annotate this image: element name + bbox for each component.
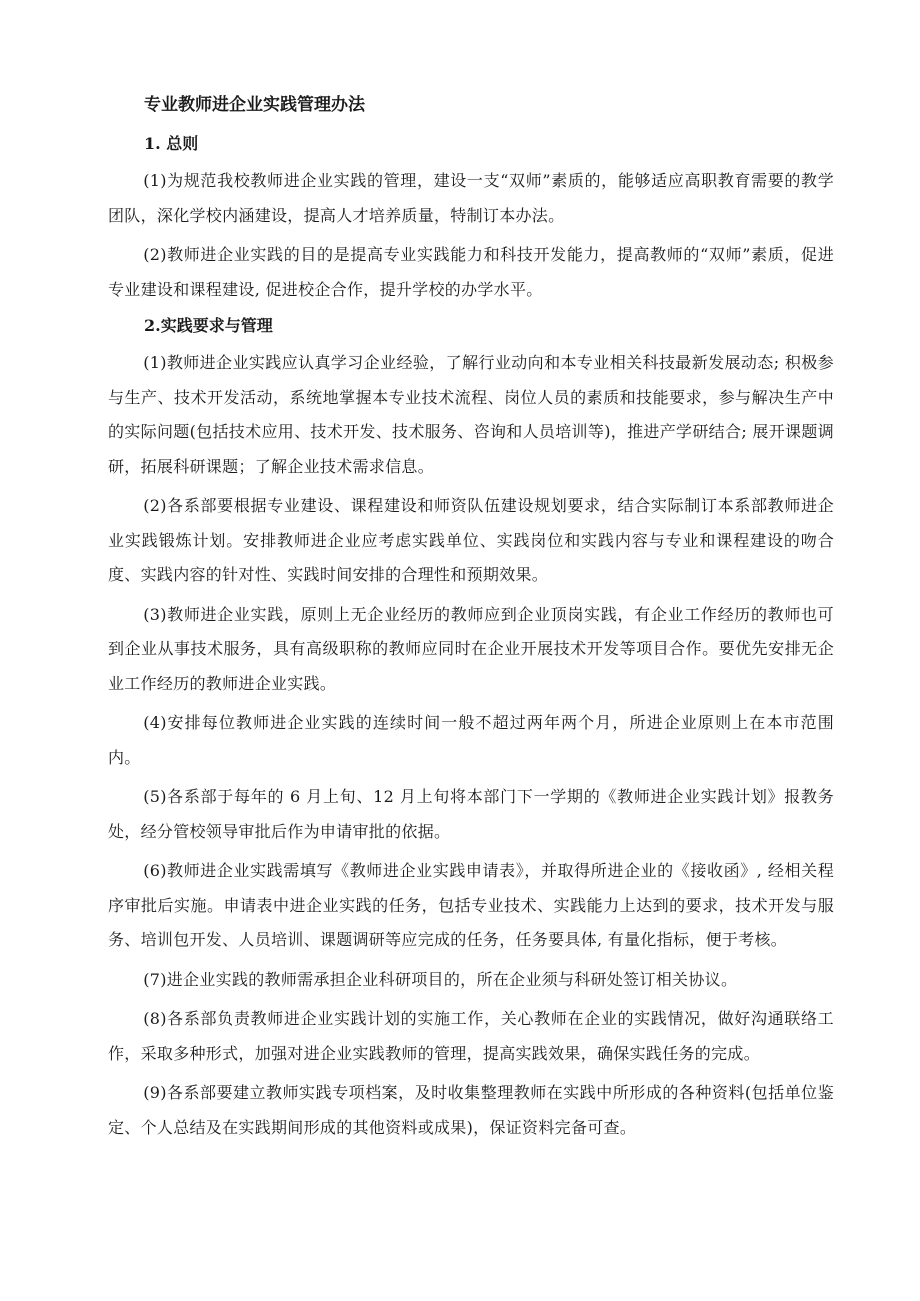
section-heading-general: 1. 总则 xyxy=(144,134,199,153)
paragraph: (6)教师进企业实践需填写《教师进企业实践申请表》，并取得所进企业的《接收函》, 经相关程序审批后实施。申请表中进企业实践的任务，包括专业技术、实践能力上达到的要求，技术开发与服务、培训包开发、人员培训、课题调研等应完成的任务，任务要具体, 有量化指标，便于考核。 xyxy=(108,861,834,949)
paragraph: (8)各系部负责教师进企业实践计划的实施工作，关心教师在企业的实践情况，做好沟通联络工作，采取多种形式，加强对进企业实践教师的管理，提高实践效果，确保实践任务的完成。 xyxy=(108,1009,834,1063)
section-heading-requirements: 2.实践要求与管理 xyxy=(144,316,273,335)
document-title: 专业教师进企业实践管理办法 xyxy=(144,95,365,115)
paragraph: (5)各系部于每年的 6 月上旬、12 月上旬将本部门下一学期的《教师进企业实践计划》报教务处，经分管校领导审批后作为申请审批的依据。 xyxy=(108,787,834,841)
paragraph: (2)各系部要根据专业建设、课程建设和师资队伍建设规划要求，结合实际制订本系部教师进企业实践锻炼计划。安排教师进企业应考虑实践单位、实践岗位和实践内容与专业和课程建设的吻合度、实践内容的针对性、实践时间安排的合理性和预期效果。 xyxy=(108,496,834,584)
paragraph: (3)教师进企业实践，原则上无企业经历的教师应到企业顶岗实践，有企业工作经历的教师也可到企业从事技术服务，具有高级职称的教师应同时在企业开展技术开发等项目合作。要优先安排无企业工作经历的教师进企业实践。 xyxy=(108,604,834,693)
paragraph: (1)教师进企业实践应认真学习企业经验，了解行业动向和本专业相关科技最新发展动态; 积极参与生产、技术开发活动，系统地掌握本专业技术流程、岗位人员的素质和技能要求，参与解决生产中的实际问题(包括技术应用、技术开发、技术服务、咨询和人员培训等)，推进产学研结合; 展开课题调研，拓展科研课题；了解企业技术需求信息。 xyxy=(108,353,834,476)
paragraph: (4)安排每位教师进企业实践的连续时间一般不超过两年两个月，所进企业原则上在本市范围内。 xyxy=(108,713,834,767)
paragraph: (9)各系部要建立教师实践专项档案，及时收集整理教师在实践中所形成的各种资料(包括单位鉴定、个人总结及在实践期间形成的其他资料或成果)，保证资料完备可查。 xyxy=(108,1083,834,1137)
document-page xyxy=(108,92,834,1150)
paragraph: (1)为规范我校教师进企业实践的管理，建设一支“双师”素质的，能够适应高职教育需要的教学团队，深化学校内涵建设，提高人才培养质量，特制订本办法。 xyxy=(108,171,834,225)
paragraph: (2)教师进企业实践的目的是提高专业实践能力和科技开发能力，提高教师的“双师”素质，促进专业建设和课程建设, 促进校企合作，提升学校的办学水平。 xyxy=(108,245,834,299)
paragraph: (7)进企业实践的教师需承担企业科研项目的，所在企业须与科研处签订相关协议。 xyxy=(143,969,738,989)
